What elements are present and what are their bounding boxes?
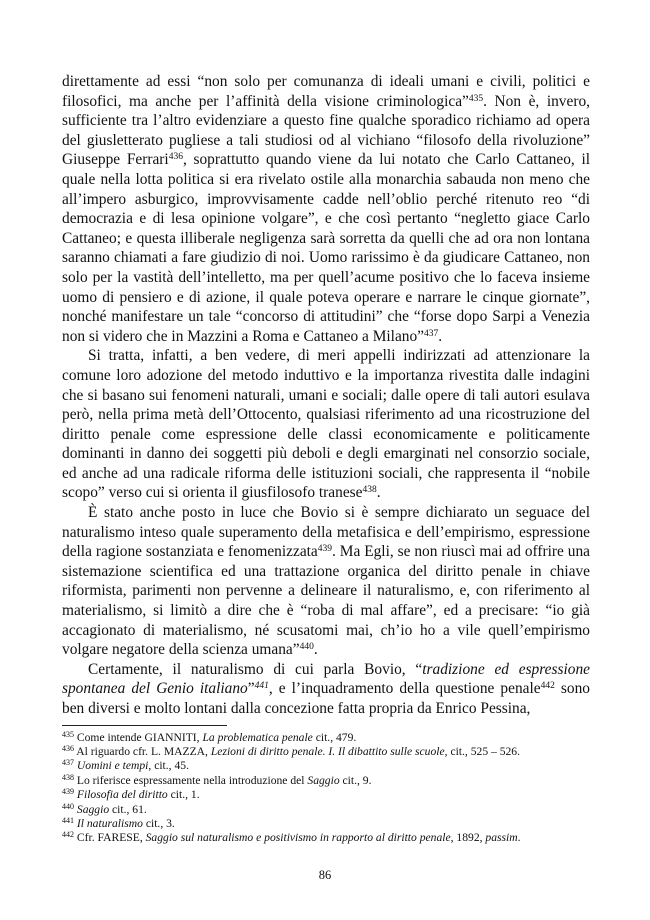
footnote-ref: 435 — [468, 93, 484, 104]
italic-text: Il naturalismo — [76, 817, 143, 831]
text-run: È stato anche posto in luce che Bovio si è sempre dichiarato un seguace del naturalismo inteso quale superamento della metafisica e dell’empirismo, espressione della ragione sostanziata e fenomenizzata — [62, 504, 590, 561]
footnote — [62, 759, 590, 773]
text-run: , e l’inquadramento della questione penale — [268, 680, 541, 698]
footnote — [62, 788, 590, 802]
text-run: Certamente, il naturalismo di cui parla Bovio, “ — [88, 660, 423, 678]
footnote-ref: 441 — [62, 816, 74, 826]
footnote — [62, 731, 590, 745]
body-text — [62, 72, 590, 719]
footnote-ref: 436 — [168, 152, 183, 163]
text-run: , cit., 45. — [148, 759, 189, 773]
text-run: direttamente ad essi “non solo per comunanza di ideali umani e civili, politici e filosofici, ma anche per l’affinità della visione criminologica” — [62, 73, 590, 110]
footnote-ref: 437 — [62, 758, 74, 768]
text-run: Come intende GIANNITI, — [74, 730, 203, 744]
footnote-ref: 440 — [62, 801, 74, 811]
footnote-ref: 439 — [317, 544, 333, 555]
italic-text: Saggio — [76, 802, 110, 816]
footnote-ref: 442 — [540, 681, 555, 692]
text-run: ” — [247, 680, 255, 698]
footnote — [62, 774, 590, 788]
footnote-separator — [62, 725, 227, 726]
footnote-ref: 437 — [424, 328, 439, 339]
text-run: , soprattutto quando viene da lui notato che Carlo Cattaneo, il quale nella lotta politica si era rivelato ostile alla monarchia sabauda non meno che all’impero asburgico, improvvisamente cadde nell’oblio perché ritenuto reo “di democrazia e di lesa opinione volgare”, e che così pertanto “negletto giace Carlo Cattaneo; e questa illiberale negligenza sarà sorretta da quelli che ad ora non lontana saranno chiamati a fare giudizio di noi. Uomo rarissimo è da giudicare Cattaneo, non solo per la vastità dell’intelletto, ma per quell’acume positivo che lo faceva insieme uomo di pensiero e di azione, il quale poteva operare e narrare le cinque giornate”, nonché manifestare un tale “concorso di attitudini” che “forse dopo Sarpi a Venezia non si videro che in Mazzini a Roma e Cattaneo a Milano” — [62, 151, 590, 345]
paragraph — [62, 346, 590, 503]
italic-text: Filosofia del diritto — [76, 788, 168, 802]
footnote — [62, 831, 590, 845]
italic-text: passim — [485, 831, 518, 845]
italic-text: Lezioni di diritto penale. I. Il dibattito sulle scuole — [210, 745, 445, 758]
text-run: , 1892, — [450, 831, 486, 845]
footnote-ref: 439 — [62, 787, 74, 797]
text-run: cit., 3. — [142, 817, 175, 831]
text-run: . — [517, 831, 521, 845]
text-run: sono ben diversi e molto lontani dalla concezione fatta propria da Enrico Pessina, — [62, 680, 590, 717]
footnote-ref: 441 — [254, 681, 269, 692]
text-run: . — [313, 641, 318, 659]
text-run: . Ma Egli, se non riuscì mai ad offrire una sistemazione scientifica ed una trattazione organica del diritto penale in chiave riformista, parimenti non pervenne a delineare il naturalismo, e, con riferimento al materialismo, si limitò a dire che è “roba di mal affare”, ed a precisare: “io già accagionato di materialismo, né scusatomi mai, ch’io ho a vile quell’empirismo volgare negatore della scienza umana” — [62, 543, 590, 659]
text-run: Cfr. FARESE, — [74, 831, 146, 845]
text-run: cit., 9. — [339, 773, 372, 787]
text-run: cit., 61. — [109, 802, 147, 816]
paragraph — [62, 503, 590, 660]
footnote — [62, 745, 590, 759]
paragraph — [62, 660, 590, 719]
footnotes — [62, 731, 590, 846]
footnote-ref: 438 — [362, 485, 377, 496]
text-run: Lo riferisce espressamente nella introduzione del — [74, 773, 308, 787]
footnote-ref: 442 — [62, 830, 74, 840]
text-run: cit., 479. — [312, 730, 357, 744]
text-run: . — [438, 327, 443, 345]
page-number: 86 — [318, 868, 332, 882]
italic-text: La problematica penale — [202, 730, 313, 744]
footnote-ref: 435 — [62, 729, 74, 739]
footnote — [62, 817, 590, 831]
italic-text: Saggio — [307, 773, 340, 787]
text-run: . — [376, 484, 381, 502]
italic-text: Uomini e tempi — [76, 759, 149, 773]
italic-text: tradizione ed espressione spontanea del Genio italiano — [62, 660, 590, 698]
text-run: cit., 1. — [167, 788, 200, 802]
footnote-ref: 436 — [62, 744, 74, 753]
page-body — [62, 72, 590, 846]
text-run: , cit., 525 – 526. — [444, 745, 520, 758]
text-run: . Non è, invero, sufficiente tra l’altro evidenziare a questo fine qualche sporadico richiamo ad opera del giusletterato pugliese a tali studiosi od al vichiano “filosofo della rivoluzione” Giuseppe Ferrari — [62, 92, 590, 169]
text-run: Si tratta, infatti, a ben vedere, di meri appelli indirizzati ad attenzionare la comune loro adozione del metodo induttivo e la importanza rivestita dalle indagini che si basano sui fenomeni naturali, umani e sociali; dalle opere di tali autori esulava però, nella prima metà dell’Ottocento, qualsiasi riferimento ad una ricostruzione del diritto penale come espressione delle classi economicamente e politicamente dominanti in danno dei soggetti più deboli e degli emarginati nel consorzio sociale, ed anche ad una radicale riforma delle istituzioni sociali, che rappresenta il “nobile scopo” verso cui si orienta il giusfilosofo tranese — [62, 347, 590, 502]
paragraph — [62, 72, 590, 346]
footnote — [62, 803, 590, 817]
text-run: Al riguardo cfr. L. MAZZA, — [74, 745, 211, 758]
footnote-ref: 440 — [299, 642, 314, 653]
footnote-ref: 438 — [62, 772, 74, 782]
italic-text: Saggio sul naturalismo e positivismo in rapporto al diritto penale — [145, 831, 451, 845]
